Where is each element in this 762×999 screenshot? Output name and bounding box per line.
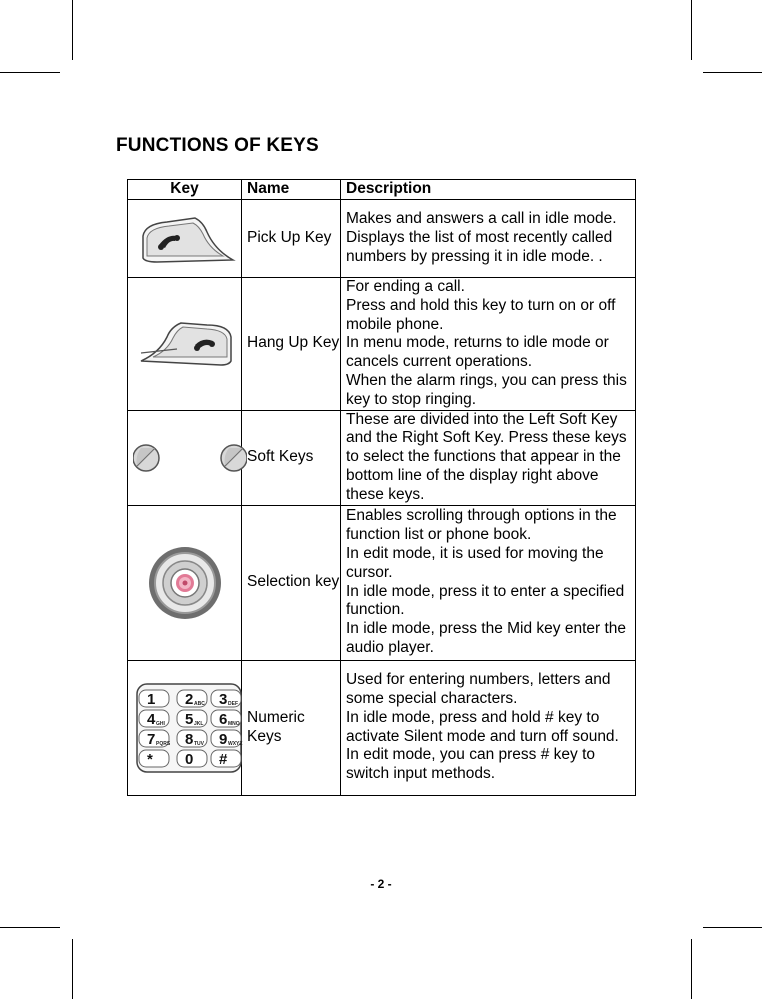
pick-up-key-icon	[137, 212, 237, 266]
svg-text:#: #	[219, 750, 228, 768]
table-row	[128, 278, 636, 411]
svg-text:TUV: TUV	[194, 740, 204, 747]
description-line: Enables scrolling through options in the function list or phone book.	[346, 507, 617, 544]
crop-mark	[691, 939, 692, 999]
keypad-key-7	[139, 730, 171, 748]
key-description	[341, 505, 636, 660]
header-name: Name	[242, 180, 341, 200]
keypad-key-6	[211, 710, 241, 728]
description-line: In idle mode, press the Mid key enter the audio player.	[346, 620, 627, 656]
svg-text:GHI: GHI	[156, 720, 165, 727]
key-description	[341, 410, 636, 505]
page-number: - 2 -	[370, 877, 392, 891]
description-line: In edit mode, you can press # key to switch input methods.	[346, 746, 595, 783]
table-row	[128, 505, 636, 660]
table-header-row	[128, 180, 636, 200]
description-line: Press and hold this key to turn on or off mobile phone.	[346, 296, 616, 333]
header-description: Description	[341, 180, 636, 200]
key-image-cell	[128, 505, 242, 660]
svg-text:0: 0	[185, 750, 194, 768]
svg-text:DEF: DEF	[228, 700, 238, 707]
description-line: When the alarm rings, you can press this key to stop ringing.	[346, 371, 627, 408]
keypad-key-star	[139, 750, 169, 768]
crop-mark	[0, 927, 60, 928]
svg-text:9: 9	[219, 730, 228, 748]
crop-mark	[703, 927, 762, 928]
soft-keys-icon	[133, 438, 247, 478]
description-line: For ending a call.	[346, 278, 465, 295]
key-name: Numeric Keys	[242, 660, 341, 795]
key-name: Selection key	[242, 505, 341, 660]
page-title: FUNCTIONS OF KEYS	[116, 135, 319, 156]
keypad-key-0	[177, 750, 207, 768]
svg-text:WXYZ: WXYZ	[228, 740, 243, 747]
key-image-cell	[128, 200, 242, 278]
crop-mark	[703, 72, 762, 73]
description-line: In idle mode, press and hold # key to activate Silent mode and turn off sound.	[346, 708, 619, 745]
key-name: Pick Up Key	[242, 200, 341, 278]
key-description	[341, 278, 636, 411]
key-image-cell	[128, 410, 242, 505]
svg-text:ABC: ABC	[194, 700, 205, 707]
svg-text:4: 4	[147, 710, 156, 728]
description-line: In menu mode, returns to idle mode or cancels current operations.	[346, 334, 609, 371]
keypad-key-2	[177, 690, 207, 708]
svg-text:6: 6	[219, 710, 228, 728]
crop-mark	[691, 0, 692, 60]
key-description	[341, 660, 636, 795]
svg-text:MNO: MNO	[228, 720, 240, 727]
numeric-keys-icon	[133, 680, 245, 776]
svg-text:8: 8	[185, 730, 194, 748]
table-row	[128, 200, 636, 278]
key-description	[341, 200, 636, 278]
svg-text:PQRS: PQRS	[156, 740, 171, 747]
svg-text:*: *	[147, 750, 153, 768]
svg-text:JKL: JKL	[194, 720, 204, 727]
key-image-cell	[128, 660, 242, 795]
table-row	[128, 660, 636, 795]
header-key: Key	[128, 180, 242, 200]
svg-text:3: 3	[219, 690, 228, 708]
keypad-key-5	[177, 710, 207, 728]
keypad-key-9	[211, 730, 242, 748]
keypad-key-1	[139, 690, 169, 708]
selection-key-icon	[147, 543, 227, 623]
key-image-cell	[128, 278, 242, 411]
description-line: Makes and answers a call in idle mode. Displays the list of most recently called numbers by pressing it in idle mode. .	[346, 210, 617, 265]
svg-text:5: 5	[185, 710, 194, 728]
svg-text:7: 7	[147, 730, 156, 748]
key-name: Hang Up Key	[242, 278, 341, 411]
crop-mark	[0, 72, 60, 73]
svg-text:1: 1	[147, 690, 156, 708]
keypad-key-8	[177, 730, 207, 748]
key-name: Soft Keys	[242, 410, 341, 505]
description-line: Used for entering numbers, letters and some special characters.	[346, 671, 611, 707]
description-line: In edit mode, it is used for moving the cursor.	[346, 544, 604, 581]
keypad-key-3	[211, 690, 241, 708]
crop-mark	[72, 939, 73, 999]
table-row	[128, 410, 636, 505]
crop-mark	[72, 0, 73, 60]
description-line: These are divided into the Left Soft Key and the Right Soft Key. Press these keys to select the functions that appear in the bottom line of the display right above these keys.	[346, 410, 627, 503]
keys-table	[127, 179, 636, 796]
keypad-key-hash	[211, 750, 241, 768]
keypad-key-4	[139, 710, 169, 728]
description-line: In idle mode, press it to enter a specified function.	[346, 582, 625, 619]
svg-text:2: 2	[185, 690, 194, 708]
hang-up-key-icon	[137, 317, 237, 371]
